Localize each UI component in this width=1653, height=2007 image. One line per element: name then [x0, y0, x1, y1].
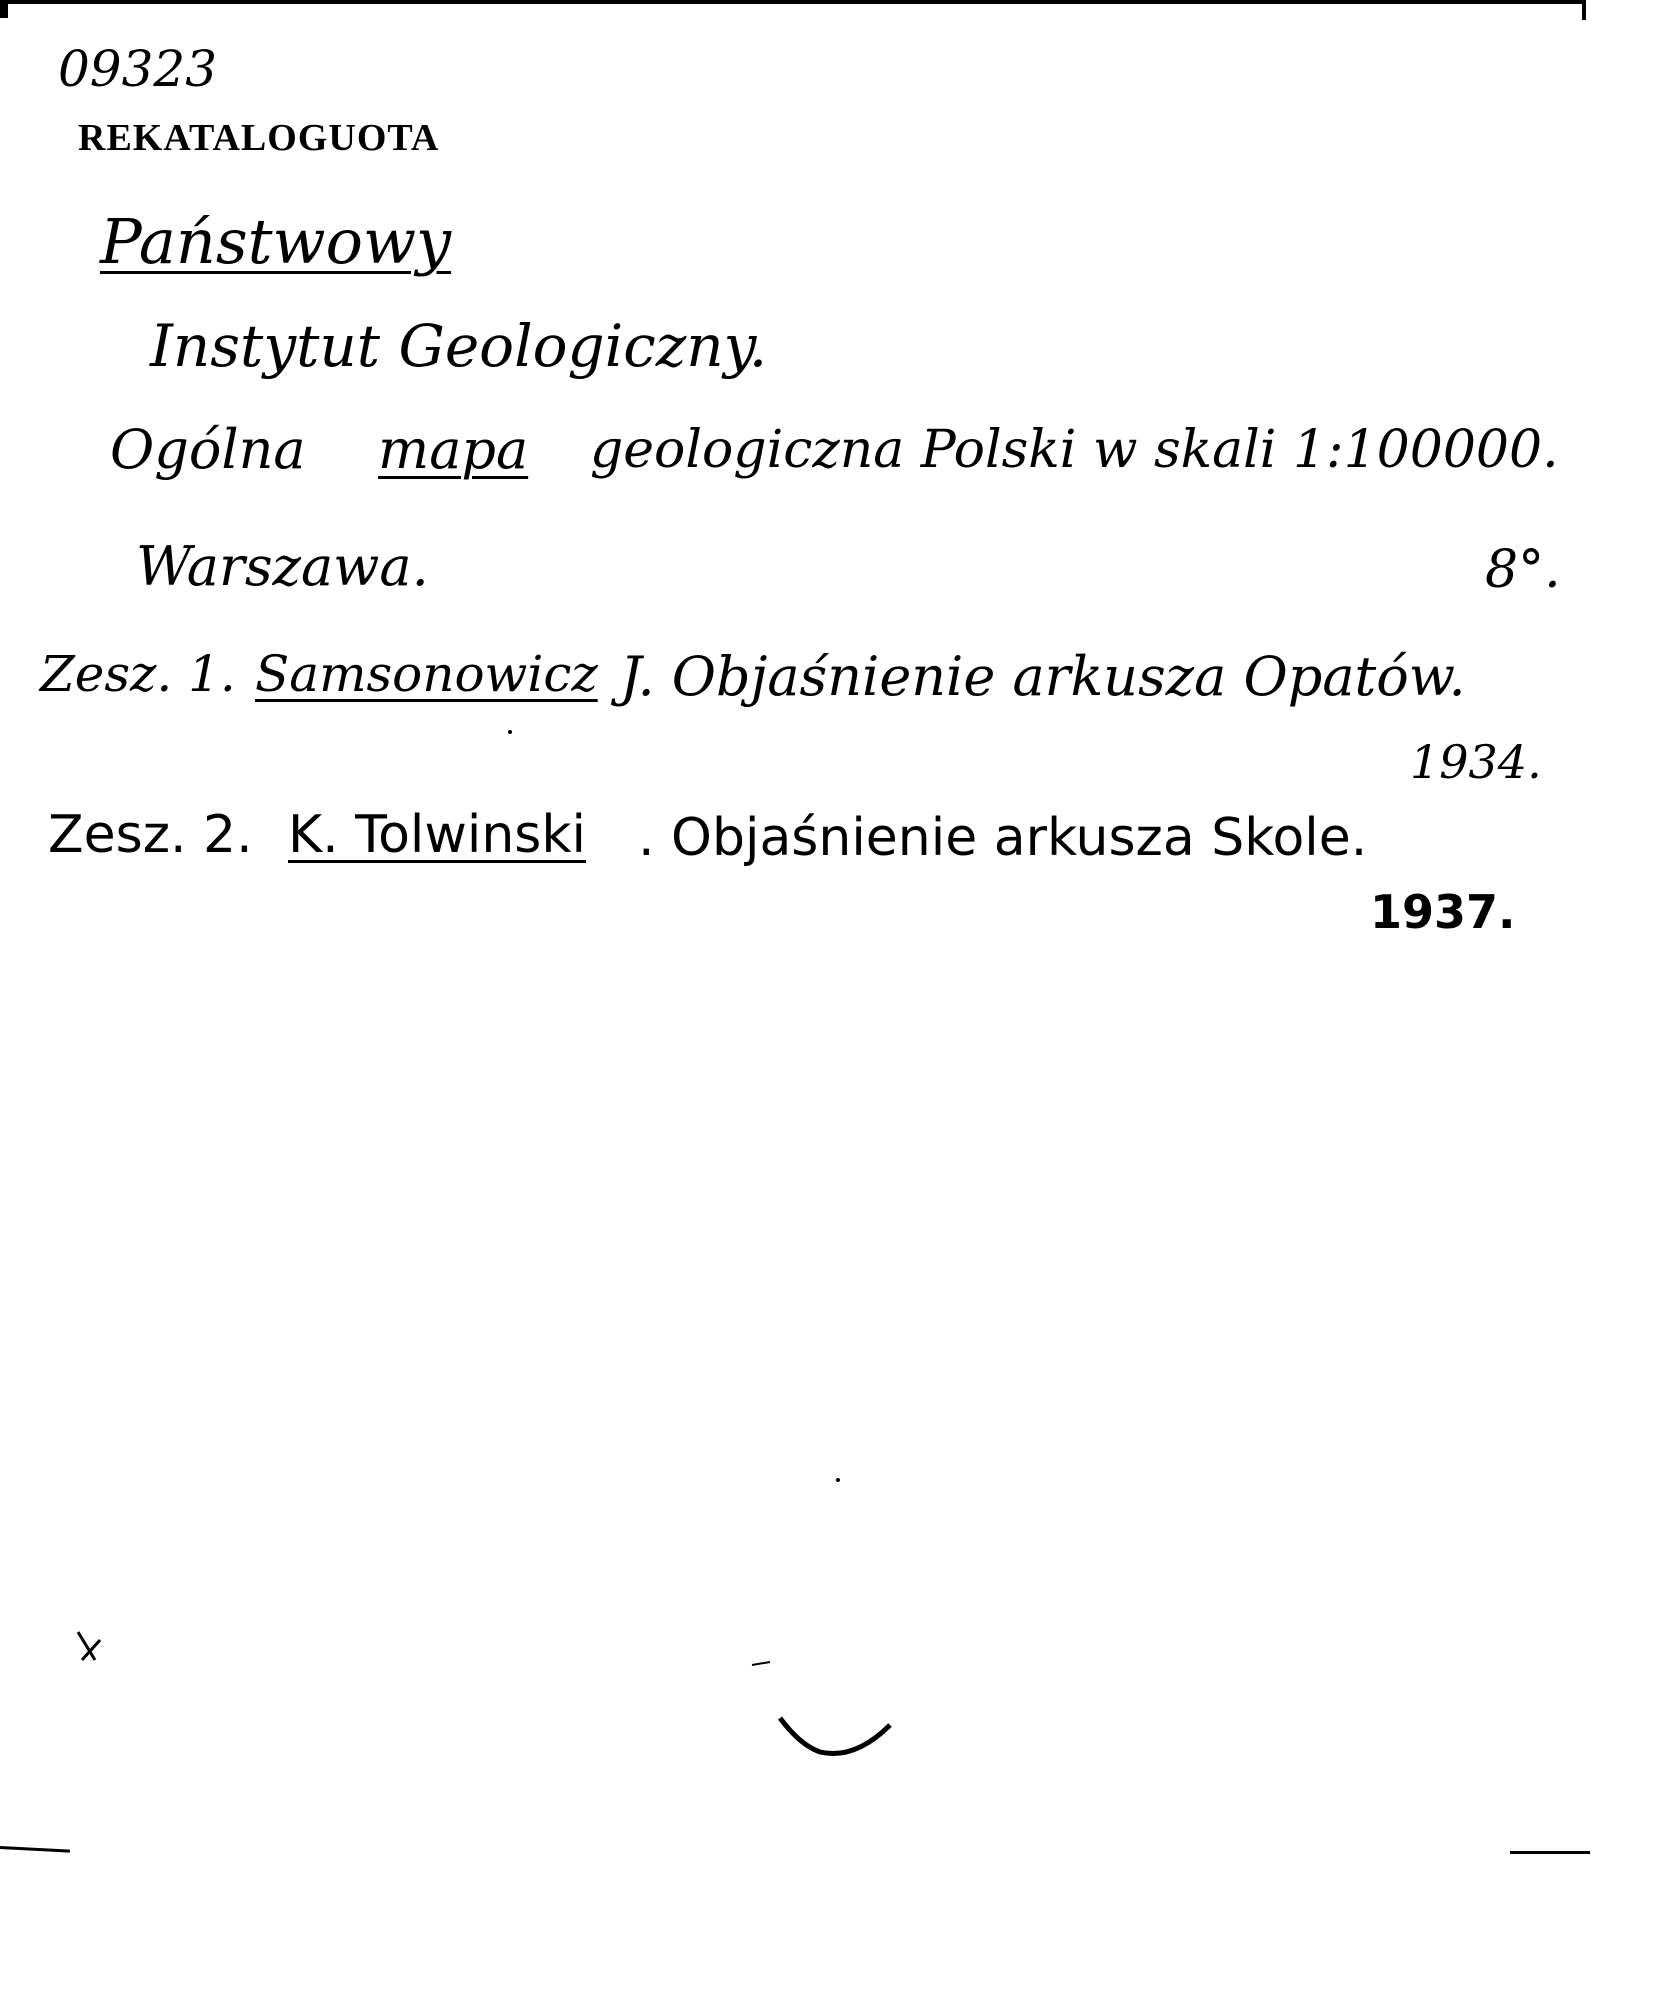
entry-author: K. Tolwinski	[288, 805, 586, 865]
series-title-underlined: mapa	[378, 418, 529, 481]
entry-volume: Zesz. 2.	[48, 805, 253, 865]
check-mark-icon	[78, 1632, 100, 1660]
series-title-part-2: geologiczna Polski w skali 1:100000.	[590, 420, 1559, 480]
institution-line-2: Instytut Geologiczny.	[150, 312, 768, 380]
ink-dot	[508, 730, 512, 734]
entry-author: Samsonowicz	[255, 645, 598, 703]
ink-dot	[836, 1478, 840, 1482]
entry-title: J. Objaśnienie arkusza Opatów.	[620, 645, 1466, 708]
rekatalog-stamp: REKATALOGUOTA	[78, 117, 440, 159]
entry-year: 1934.	[1410, 735, 1542, 789]
entry-title: . Objaśnienie arkusza Skole.	[638, 808, 1368, 868]
ink-stroke	[752, 1662, 770, 1665]
entry-volume: Zesz. 1.	[40, 645, 236, 703]
catalog-number: 09323	[58, 40, 218, 98]
checkmark-swoosh-icon	[780, 1718, 890, 1753]
publication-place: Warszawa.	[136, 535, 429, 598]
entry-year: 1937.	[1370, 885, 1516, 939]
institution-line-1: Państwowy	[100, 205, 452, 278]
format-size: 8°.	[1485, 540, 1561, 600]
series-title-part-1: Ogólna	[110, 418, 306, 481]
